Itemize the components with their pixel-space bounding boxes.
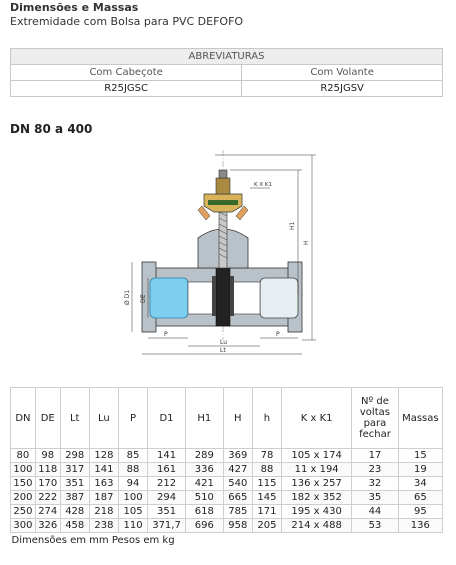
table-cell: 665 <box>223 491 252 505</box>
column-header: D1 <box>148 388 186 449</box>
table-cell: 182 x 352 <box>282 491 352 505</box>
table-cell: 351 <box>60 477 89 491</box>
table-cell: 421 <box>185 477 223 491</box>
table-cell: 369 <box>223 449 252 463</box>
section-title: DN 80 a 400 <box>10 122 93 136</box>
table-cell: 88 <box>252 463 281 477</box>
table-cell: 238 <box>89 519 118 533</box>
table-cell: 222 <box>35 491 60 505</box>
table-cell: 23 <box>352 463 398 477</box>
table-cell: 141 <box>148 449 186 463</box>
column-header: H <box>223 388 252 449</box>
page-title: Dimensões e Massas <box>10 1 139 14</box>
table-row <box>11 491 443 505</box>
column-header: Massas <box>398 388 442 449</box>
table-cell: 696 <box>185 519 223 533</box>
table-cell: 53 <box>352 519 398 533</box>
table-cell: 136 <box>398 519 442 533</box>
table-cell: 78 <box>252 449 281 463</box>
table-cell: 371,7 <box>148 519 186 533</box>
dimension-label-lt: Lt <box>220 347 226 354</box>
table-cell: 785 <box>223 505 252 519</box>
dimension-label-kxk1: K X K1 <box>254 182 272 188</box>
dimension-label-de: DE <box>140 294 147 303</box>
table-cell: 351 <box>148 505 186 519</box>
table-cell: 105 x 174 <box>282 449 352 463</box>
table-cell: 205 <box>252 519 281 533</box>
table-row <box>11 463 443 477</box>
abbreviations-table <box>10 48 443 97</box>
table-cell: 136 x 257 <box>282 477 352 491</box>
table-cell: 35 <box>352 491 398 505</box>
table-cell: 85 <box>118 449 147 463</box>
table-cell: 141 <box>89 463 118 477</box>
table-cell: 100 <box>11 463 36 477</box>
table-cell: 187 <box>89 491 118 505</box>
table-cell: 150 <box>11 477 36 491</box>
column-header: K x K1 <box>282 388 352 449</box>
table-cell: 200 <box>11 491 36 505</box>
dimension-label-p-right: P <box>276 331 280 338</box>
table-cell: 34 <box>398 477 442 491</box>
column-header: P <box>118 388 147 449</box>
dimension-label-h1: H1 <box>289 221 296 230</box>
table-cell: 65 <box>398 491 442 505</box>
column-header: Lu <box>89 388 118 449</box>
abbreviation-value: R25JGSV <box>242 81 443 97</box>
valve-technical-drawing <box>120 150 340 365</box>
table-cell: 274 <box>35 505 60 519</box>
table-cell: 618 <box>185 505 223 519</box>
table-cell: 428 <box>60 505 89 519</box>
table-cell: 212 <box>148 477 186 491</box>
table-cell: 218 <box>89 505 118 519</box>
abbreviation-value: R25JGSC <box>11 81 242 97</box>
dimensions-header-row <box>11 388 443 449</box>
table-cell: 958 <box>223 519 252 533</box>
table-cell: 80 <box>11 449 36 463</box>
table-cell: 171 <box>252 505 281 519</box>
table-cell: 170 <box>35 477 60 491</box>
table-cell: 17 <box>352 449 398 463</box>
table-cell: 427 <box>223 463 252 477</box>
table-footnote: Dimensões em mm Pesos em kg <box>11 533 443 548</box>
table-cell: 195 x 430 <box>282 505 352 519</box>
column-header: Lt <box>60 388 89 449</box>
column-header: Nº de voltas para fechar <box>352 388 398 449</box>
table-cell: 510 <box>185 491 223 505</box>
dimension-label-d1: Ø D1 <box>124 289 131 305</box>
abbreviation-column-header: Com Cabeçote <box>11 65 242 81</box>
table-cell: 105 <box>118 505 147 519</box>
table-row <box>11 449 443 463</box>
table-cell: 317 <box>60 463 89 477</box>
dimensions-table <box>10 387 443 547</box>
column-header: DE <box>35 388 60 449</box>
table-cell: 19 <box>398 463 442 477</box>
table-cell: 94 <box>118 477 147 491</box>
table-cell: 145 <box>252 491 281 505</box>
table-cell: 118 <box>35 463 60 477</box>
table-cell: 88 <box>118 463 147 477</box>
table-cell: 100 <box>118 491 147 505</box>
table-cell: 115 <box>252 477 281 491</box>
table-cell: 300 <box>11 519 36 533</box>
abbreviations-heading: ABREVIATURAS <box>11 49 443 65</box>
table-cell: 11 x 194 <box>282 463 352 477</box>
column-header: h <box>252 388 281 449</box>
column-header: DN <box>11 388 36 449</box>
table-cell: 326 <box>35 519 60 533</box>
table-cell: 540 <box>223 477 252 491</box>
dimension-label-p-left: P <box>164 331 168 338</box>
column-header: H1 <box>185 388 223 449</box>
table-cell: 387 <box>60 491 89 505</box>
abbreviation-column-header: Com Volante <box>242 65 443 81</box>
table-cell: 458 <box>60 519 89 533</box>
table-cell: 214 x 488 <box>282 519 352 533</box>
table-cell: 95 <box>398 505 442 519</box>
table-row <box>11 519 443 533</box>
table-cell: 110 <box>118 519 147 533</box>
page-subtitle: Extremidade com Bolsa para PVC DEFOFO <box>10 15 244 28</box>
table-row <box>11 477 443 491</box>
table-cell: 163 <box>89 477 118 491</box>
table-cell: 336 <box>185 463 223 477</box>
table-cell: 250 <box>11 505 36 519</box>
table-cell: 15 <box>398 449 442 463</box>
table-cell: 161 <box>148 463 186 477</box>
table-cell: 298 <box>60 449 89 463</box>
dimension-label-h: H <box>303 240 310 245</box>
table-cell: 289 <box>185 449 223 463</box>
table-cell: 32 <box>352 477 398 491</box>
table-cell: 294 <box>148 491 186 505</box>
table-cell: 128 <box>89 449 118 463</box>
dimension-label-lu: Lu <box>220 339 228 346</box>
table-row <box>11 505 443 519</box>
table-cell: 44 <box>352 505 398 519</box>
table-cell: 98 <box>35 449 60 463</box>
